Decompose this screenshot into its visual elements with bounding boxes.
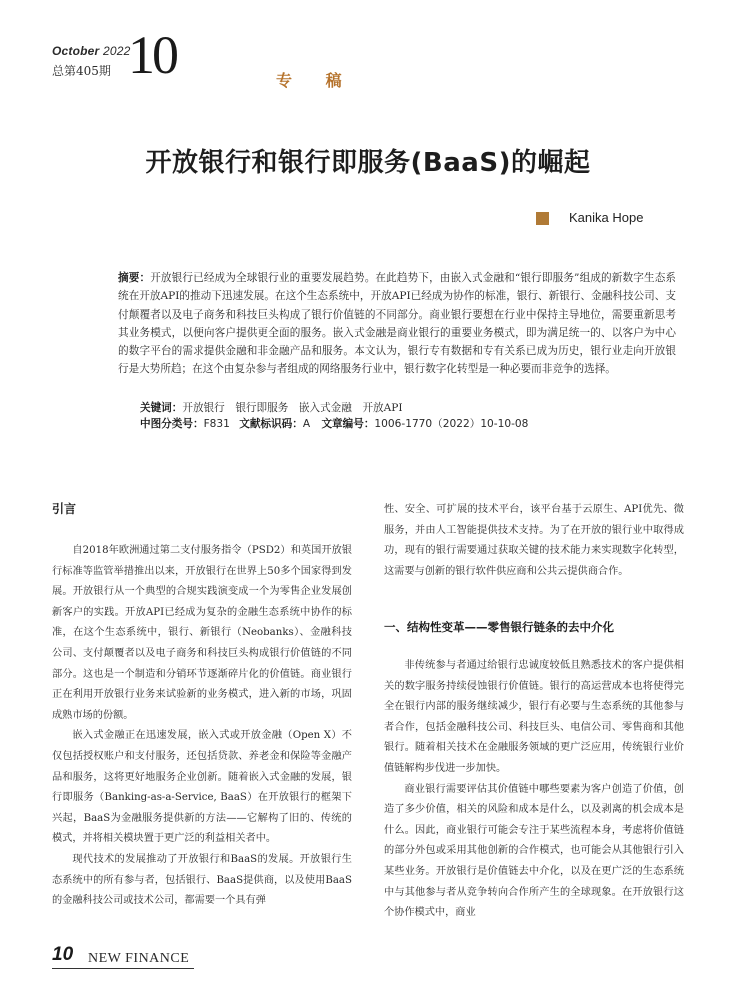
issue-year: 2022 [102,44,131,58]
publication-name: NEW FINANCE [88,951,190,966]
article-number-value: 1006-1770（2022）10-10-08 [374,418,529,430]
body-paragraph: 非传统参与者通过给银行忠诚度较低且熟悉技术的客户提供相关的数字服务持续侵蚀银行价值链。银行的高运营成本也将使得完全在银行内部的服务继续减少，银行有必要与生态系统的其他参与者合作，包括金融科技公司、科技巨头、电信公司、零售商和其他银行。随着相关技术在金融服务领域的更广泛应用，传统银行业价值链解构步伐进一步加快。 [384,660,684,774]
author-marker-icon [536,212,549,225]
body-column-left [52,541,352,912]
abstract-text: 开放银行已经成为全球银行业的重要发展趋势。在此趋势下，由嵌入式金融和“银行即服务”组成的新数字生态系统在开放API的推动下迅速发展。在这个生态系统中，开放API已经成为协作的标准，银行、新银行、金融科技公司、支付颠覆者以及电子商务和科技巨头构成了银行价值链的不同部分。商业银行要想在行业中保持主导地位，需要重新思考其业务模式，以便向客户提供更全面的服务。嵌入式金融是商业银行的重要业务模式，即为满足统一的、以客户为中心的数字平台的需求提供金融和非金融产品和服务。本文认为，银行专有数据和专有关系已成为历史，银行业走向开放银行是大势所趋；在这个由复杂参与者组成的网络服务行业中，银行数字化转型是一种必要而非竞争的选择。 [118,272,677,376]
abstract-label: 摘要： [118,272,151,284]
body-column-right-lower [384,656,684,924]
abstract [118,269,676,379]
clc-value: F831 [203,418,230,430]
classification-line [140,416,528,431]
keywords-text: 开放银行 银行即服务 嵌入式金融 开放API [182,402,403,414]
doc-code-label: 文献标识码： [239,418,303,430]
page-number: 10 [52,944,74,965]
footer-rule [52,968,194,969]
keywords-label: 关键词： [140,402,183,414]
issue-month [52,44,130,58]
section-heading-1: 一、结构性变革——零售银行链条的去中介化 [384,620,614,634]
clc-label: 中图分类号： [140,418,204,430]
body-paragraph: 嵌入式金融正在迅速发展，嵌入式或开放金融（Open X）不仅包括授权账户和支付服务，还包括贷款、养老金和保险等金融产品和服务，这将更好地服务企业创新。随着嵌入式金融的发展，银行即服务（Banking-as-a-Service, BaaS）在开放银行的框架下兴起，BaaS为金融服务提供新的方法——它解构了旧的、传统的模式，并将相关模块置于更广泛的利益相关者中。 [52,730,352,845]
column-name: 专 稿 [276,71,356,90]
issue-month-label: October [52,44,100,58]
issue-number: 10 [128,25,176,85]
section-heading-intro: 引言 [52,502,77,516]
body-paragraph-continued: 性、安全、可扩展的技术平台，该平台基于云原生、API优先、微服务，并由人工智能提供技术支持。为了在开放的银行业中取得成功，现有的银行需要通过获取关键的技术能力来实现数字化转型，这需要与创新的银行软件供应商和公共云提供商合作。 [384,504,684,577]
body-paragraph: 商业银行需要评估其价值链中哪些要素为客户创造了价值，创造了多少价值，相关的风险和成本是什么，以及剥离的机会成本是什么。因此，商业银行可能会专注于某些流程本身，考虑将价值链的部分外包或采用其他创新的合作模式，也可能会从其他银行引入某些业务。开放银行是价值链去中介化，以及在更广泛的生态系统中与其他参与者从竞争转向合作所产生的全球现象。在开放银行这个协作模式中，商业 [384,783,684,919]
author-name: Kanika Hope [569,210,644,225]
doc-code-value: A [302,418,311,430]
body-paragraph: 自2018年欧洲通过第二支付服务指令（PSD2）和英国开放银行标准等监管举措推出以来，开放银行在世界上50多个国家得到发展。开放银行从一个典型的合规实践演变成一个为零售企业发展创新客户的实践。开放API已经成为复杂的金融生态系统中协作的标准，在这个生态系统中，银行、新银行（Neobanks）、金融科技公司、支付颠覆者以及电子商务和科技巨头构成银行价值链的不同部分。这也是一个制造和分销环节逐渐碎片化的价值链。商业银行正在利用开放银行业务来试验新的业务模式，进入新的市场，巩固成熟市场的份额。 [52,545,352,721]
article-title: 开放银行和银行即服务(BaaS)的崛起 [145,148,591,178]
issue-total-number: 总第405期 [52,64,111,78]
article-number-label: 文章编号： [321,418,375,430]
body-paragraph: 现代技术的发展推动了开放银行和BaaS的发展。开放银行生态系统中的所有参与者，包括银行、BaaS提供商，以及使用BaaS的金融科技公司或技术公司，都需要一个具有弹 [52,853,352,907]
body-column-right [384,500,684,582]
keywords [140,400,403,415]
